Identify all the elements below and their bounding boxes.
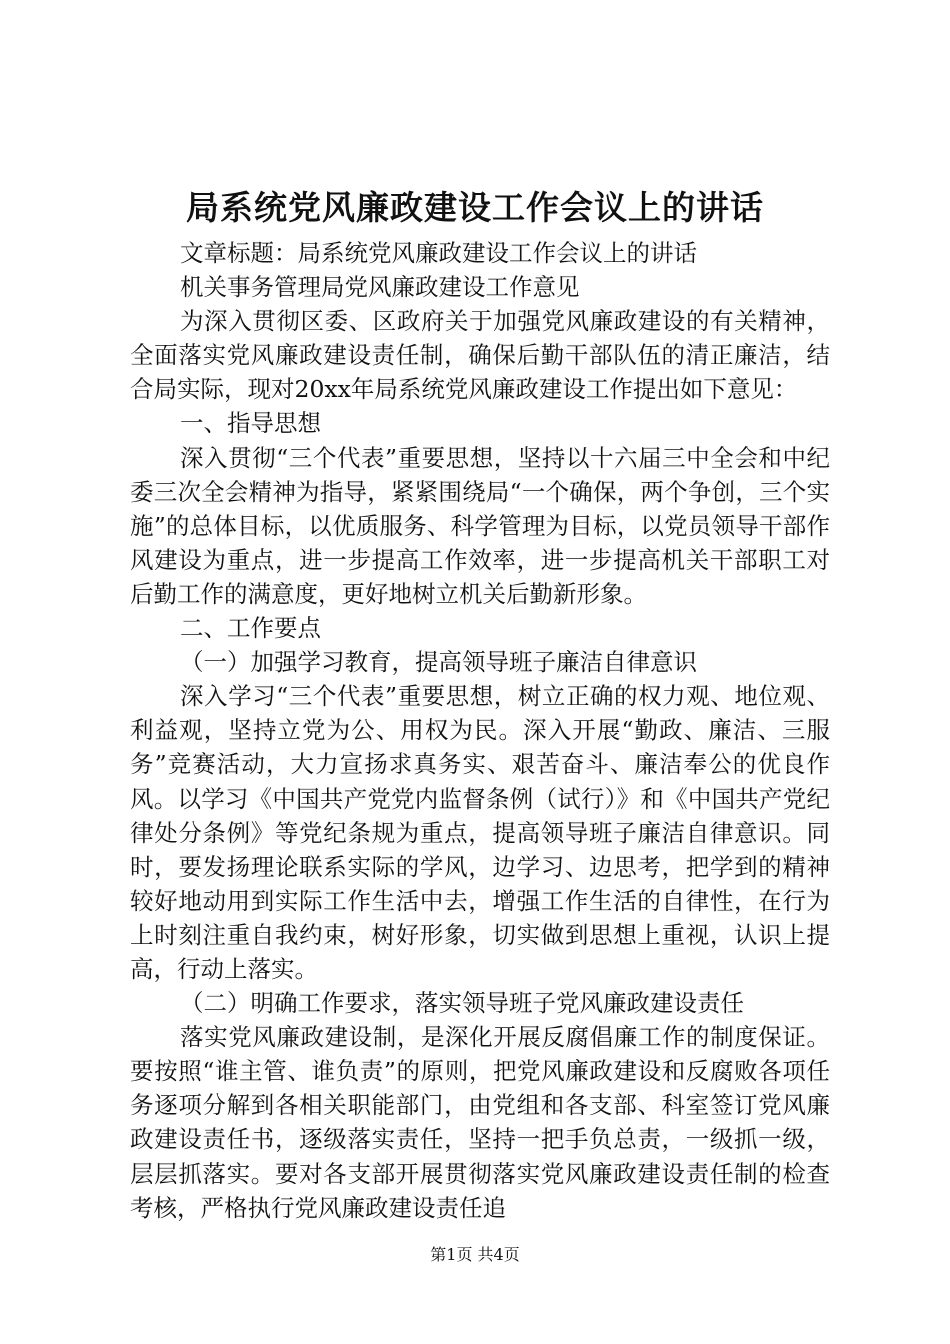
paragraph-study-education: 深入学习“三个代表”重要思想，树立正确的权力观、地位观、利益观，坚持立党为公、用权为民。深入开展“勤政、廉洁、三服务”竞赛活动，大力宣扬求真务实、艰苦奋斗、廉洁奉公的优良作风。以学习《中国共产党党内监督条例（试行）》和《中国共产党纪律处分条例》等党纪条规为重点，提高领导班子廉洁自律意识。同时，要发扬理论联系实际的学风，边学习、边思考，把学到的精神较好地动用到实际工作生活中去，增强工作生活的自律性，在行为上时刻注重自我约束，树好形象，切实做到思想上重视，认识上提高，行动上落实。: [130, 682, 830, 983]
section-heading-guiding-thought: 一、指导思想: [180, 409, 321, 438]
paragraph-work-requirements: 落实党风廉政建设制，是深化开展反腐倡廉工作的制度保证。要按照“谁主管、谁负责”的原则，把党风廉政建设和反腐败各项任务逐项分解到各相关职能部门，由党组和各支部、科室签订党风廉政建设责任书，逐级落实责任，坚持一把手负总责，一级抓一级，层层抓落实。要对各支部开展贯彻落实党风廉政建设责任制的检查考核，严格执行党风廉政建设责任追: [130, 1023, 830, 1222]
document-body: [130, 236, 830, 1225]
paragraph-intro: 为深入贯彻区委、区政府关于加强党风廉政建设的有关精神，全面落实党风廉政建设责任制，确保后勤干部队伍的清正廉洁，结合局实际，现对20xx年局系统党风廉政建设工作提出如下意见：: [130, 307, 830, 404]
document-title: 局系统党风廉政建设工作会议上的讲话: [186, 188, 764, 227]
subheading-study-education: （一）加强学习教育，提高领导班子廉洁自律意识: [180, 648, 697, 677]
section-heading-work-points: 二、工作要点: [180, 614, 321, 643]
paragraph-article-title: 文章标题：局系统党风廉政建设工作会议上的讲话: [180, 239, 697, 267]
page-footer: 第1页 共4页: [430, 1245, 520, 1264]
paragraph-subtitle: 机关事务管理局党风廉政建设工作意见: [180, 273, 580, 302]
subheading-work-requirements: （二）明确工作要求，落实领导班子党风廉政建设责任: [180, 989, 744, 1018]
paragraph-guiding-thought: 深入贯彻“三个代表”重要思想，坚持以十六届三中全会和中纪委三次全会精神为指导，紧紧围绕局“一个确保，两个争创，三个实施”的总体目标，以优质服务、科学管理为目标，以党员领导干部作风建设为重点，进一步提高工作效率，进一步提高机关干部职工对后勤工作的满意度，更好地树立机关后勤新形象。: [130, 443, 830, 608]
